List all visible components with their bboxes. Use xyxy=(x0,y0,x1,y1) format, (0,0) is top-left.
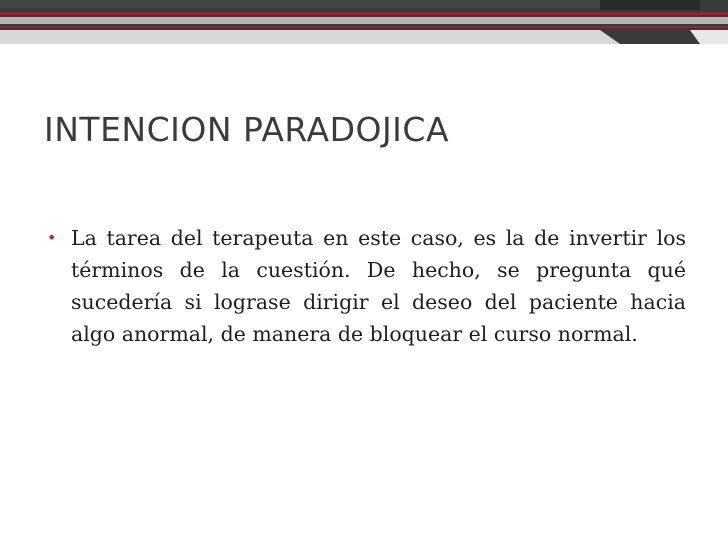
bullet-list xyxy=(44,222,686,350)
header-accent-stripes xyxy=(0,0,728,44)
slide-title: INTENCION PARADOJICA xyxy=(44,110,450,149)
bullet-text: La tarea del terapeuta en este caso, es la de invertir los términos de la cuestión. De hecho, se pregunta qué sucedería si lograse dirigir el deseo del paciente hacia algo anormal, de manera de bloquear el curso normal. xyxy=(71,226,686,346)
bullet-icon: • xyxy=(47,228,57,247)
list-item xyxy=(44,222,686,350)
